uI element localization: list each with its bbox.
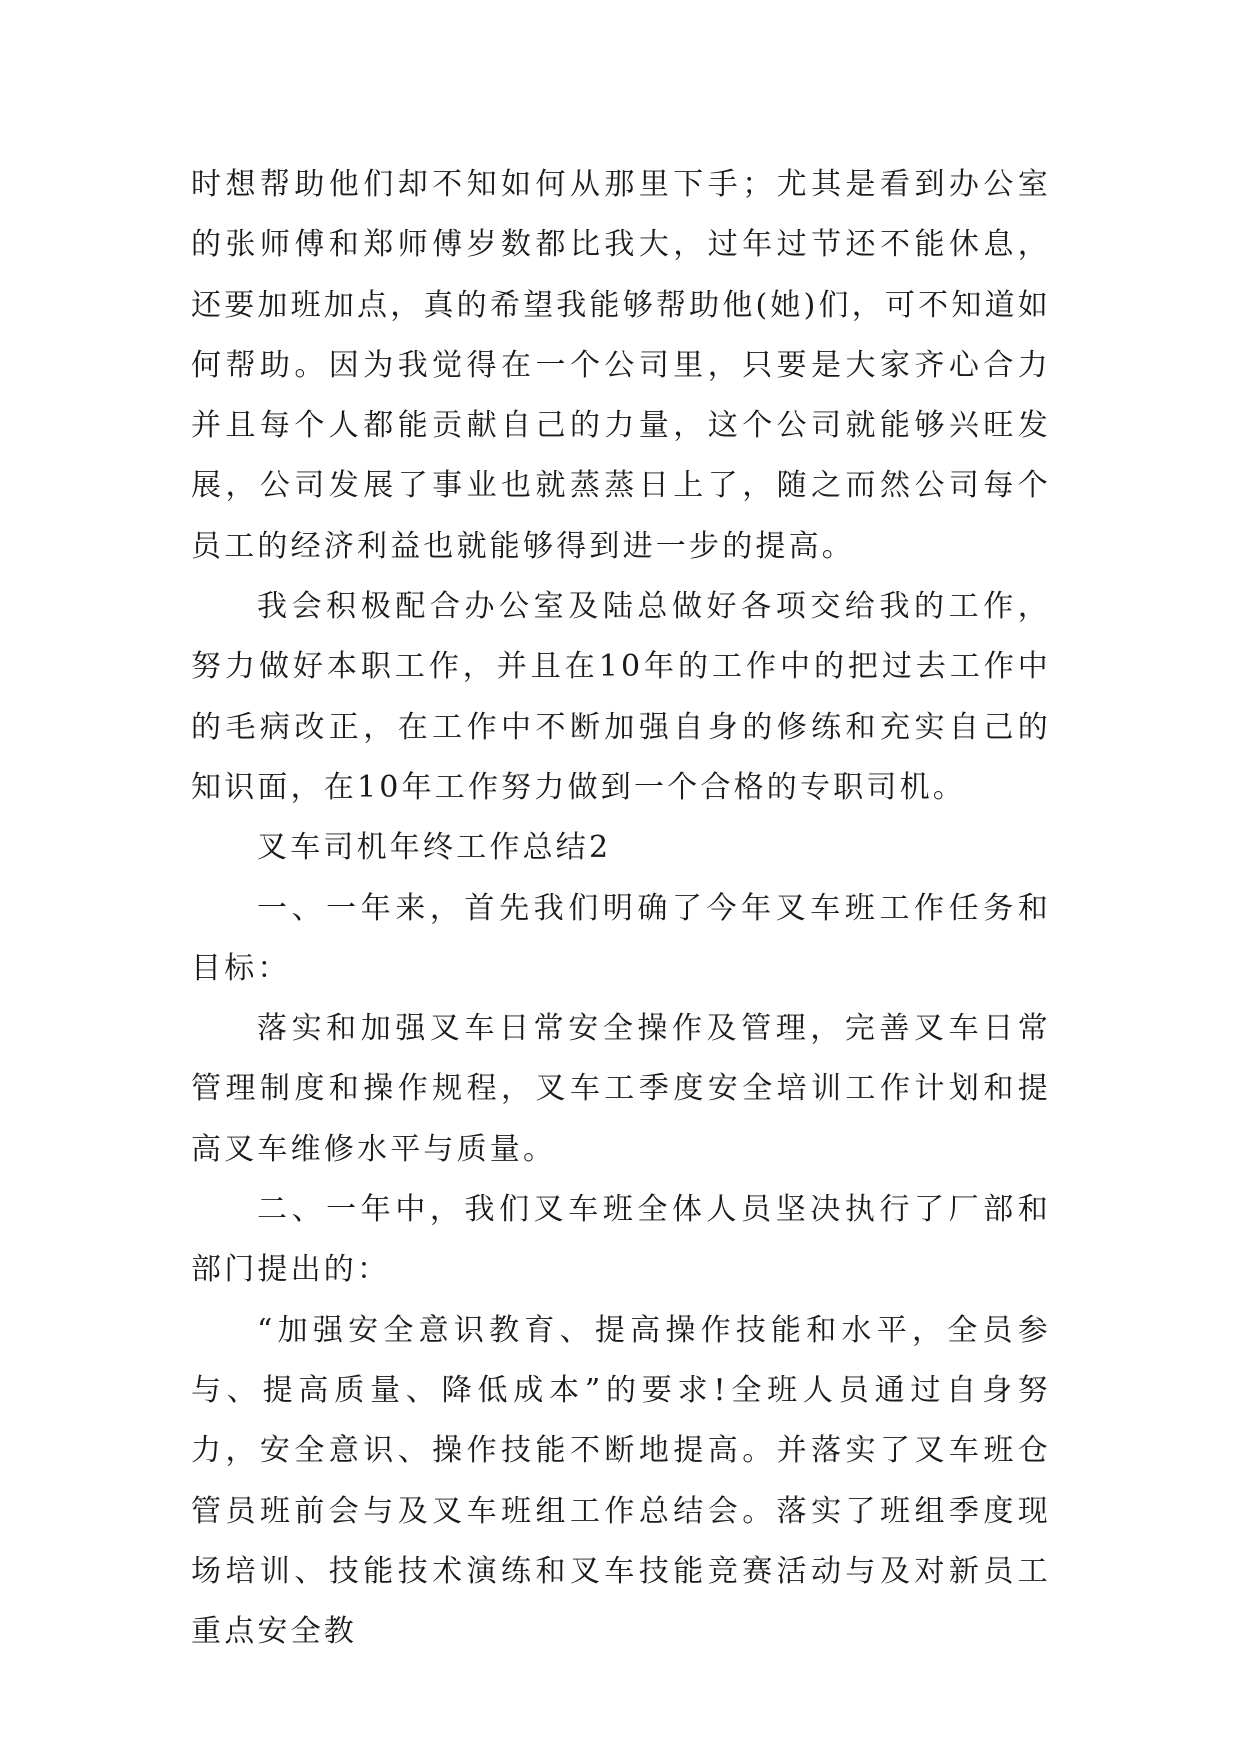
paragraph-point-one: 一、一年来，首先我们明确了今年叉车班工作任务和目标： xyxy=(191,890,1051,986)
paragraph-point-two-detail: “加强安全意识教育、提高操作技能和水平，全员参与、提高质量、降低成本”的要求!全班人员通过自身努力，安全意识、操作技能不断地提高。并落实了叉车班仓管员班前会与及叉车班组工作总结会。落实了班组季度现场培训、技能技术演练和叉车技能竞赛活动与及对新员工重点安全教 xyxy=(191,1312,1051,1650)
section-heading: 叉车司机年终工作总结2 xyxy=(257,830,612,866)
document-body xyxy=(191,155,1051,1662)
paragraph-point-one-detail: 落实和加强叉车日常安全操作及管理，完善叉车日常管理制度和操作规程，叉车工季度安全培训工作计划和提高叉车维修水平与质量。 xyxy=(191,1011,1051,1167)
paragraph-point-two: 二、一年中，我们叉车班全体人员坚决执行了厂部和部门提出的： xyxy=(191,1192,1051,1288)
paragraph-commitment: 我会积极配合办公室及陆总做好各项交给我的工作，努力做好本职工作，并且在10年的工作中的把过去工作中的毛病改正，在工作中不断加强自身的修练和充实自己的知识面，在10年工作努力做到一个合格的专职司机。 xyxy=(191,589,1051,805)
paragraph-continuation: 时想帮助他们却不知如何从那里下手；尤其是看到办公室的张师傅和郑师傅岁数都比我大，过年过节还不能休息，还要加班加点，真的希望我能够帮助他(她)们，可不知道如何帮助。因为我觉得在一个公司里，只要是大家齐心合力并且每个人都能贡献自己的力量，这个公司就能够兴旺发展，公司发展了事业也就蒸蒸日上了，随之而然公司每个员工的经济利益也就能够得到进一步的提高。 xyxy=(191,167,1051,564)
